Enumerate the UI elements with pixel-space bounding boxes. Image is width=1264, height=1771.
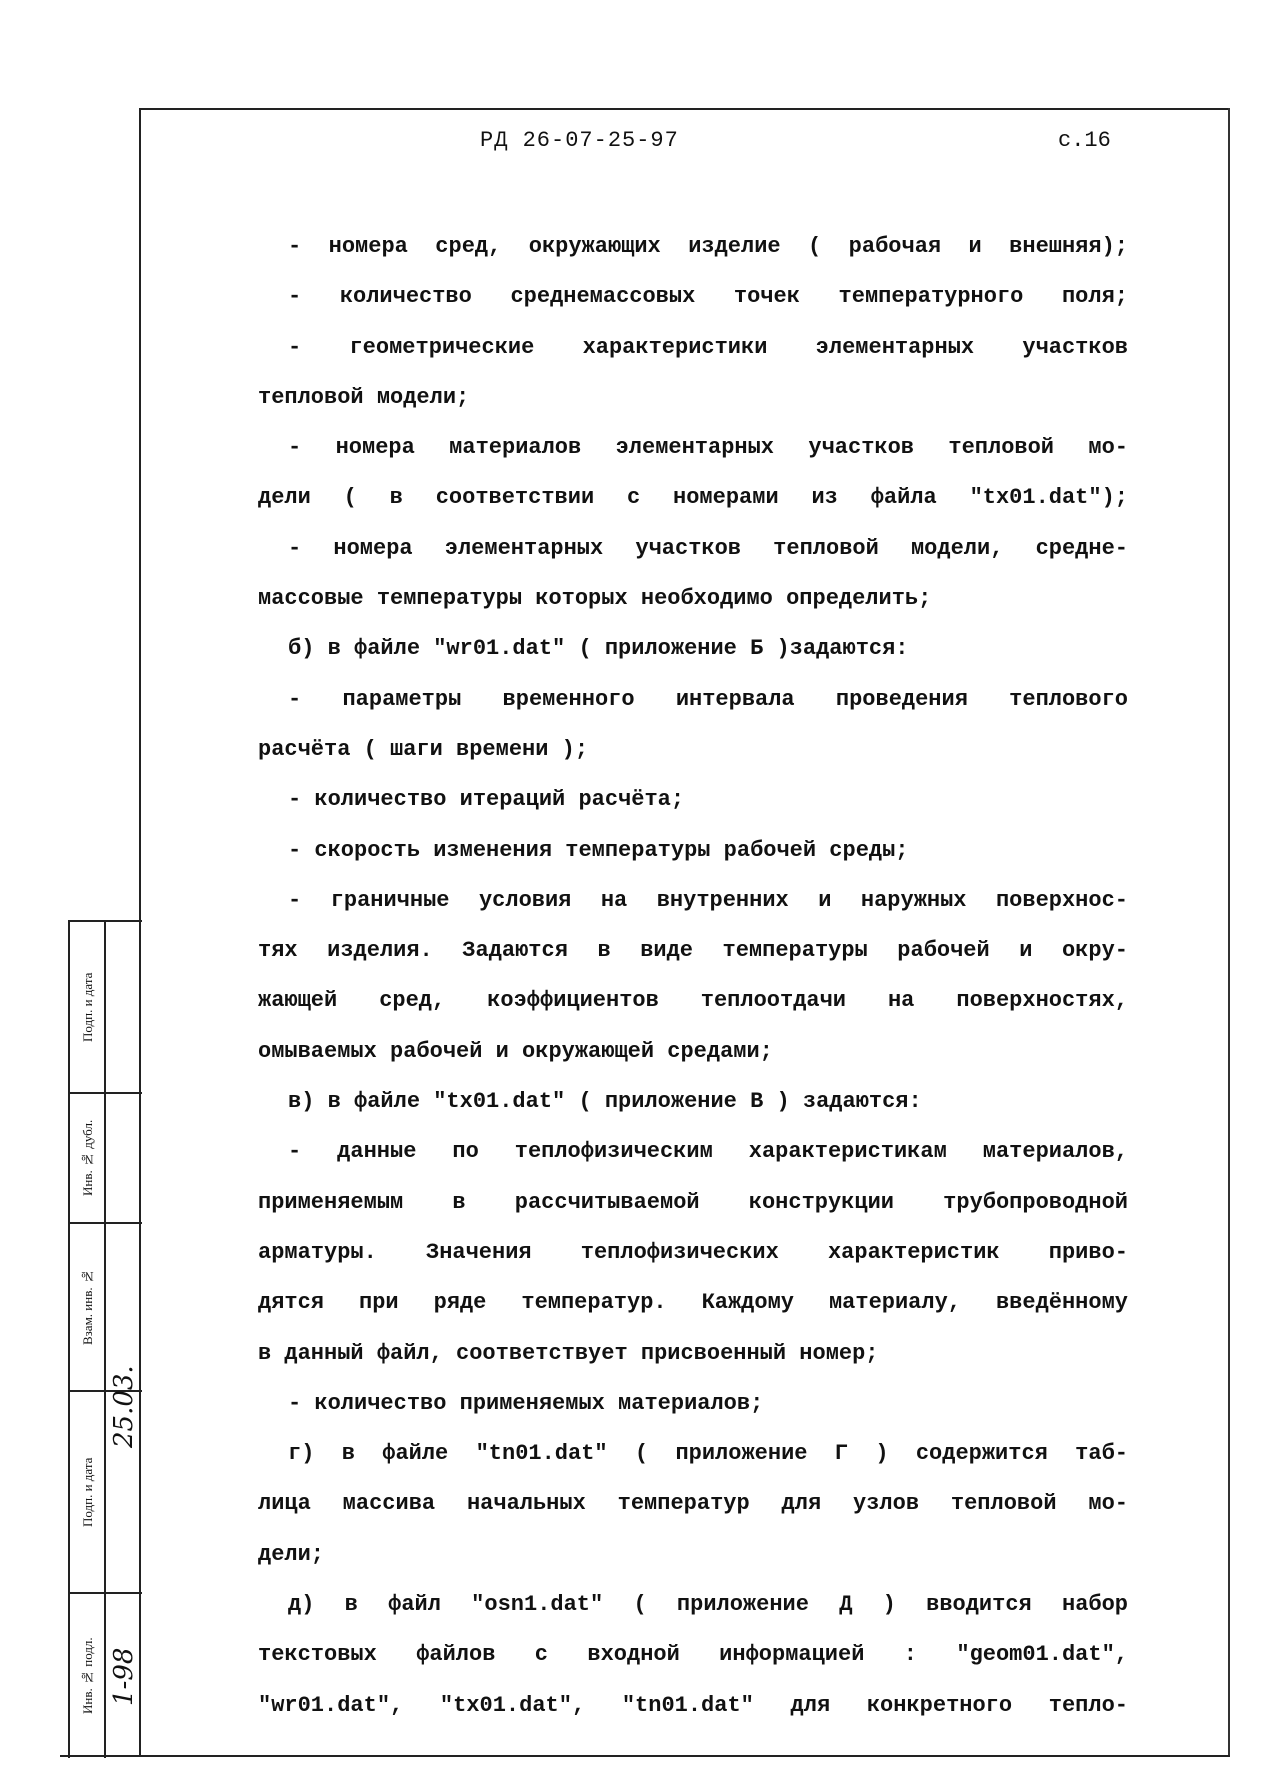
text-line: - номера сред, окружающих изделие ( рабочая и внешняя); <box>288 234 1128 259</box>
frame-bottom-border <box>60 1755 1230 1757</box>
text-line: тях изделия. Задаются в виде температуры рабочей и окру- <box>258 938 1128 964</box>
text-line: - количество применяемых материалов; <box>288 1390 764 1416</box>
document-body <box>258 222 1128 1731</box>
text-line: омываемых рабочей и окружающей средами; <box>258 1038 773 1064</box>
text-line: жающей сред, коэффициентов теплоотдачи на поверхностях, <box>258 988 1128 1014</box>
handwritten-date: 25.03. <box>109 1365 139 1449</box>
stamp-label-vzam-inv: Взам. инв. № <box>80 1269 95 1345</box>
text-line: - количество итераций расчёта; <box>288 787 685 813</box>
text-line: - номера материалов элементарных участков тепловой мо- <box>288 435 1128 461</box>
page-number: с.16 <box>1058 128 1111 153</box>
text-line: применяемым в рассчитываемой конструкции трубопроводной <box>258 1189 1128 1215</box>
stamp-row-divider <box>70 1592 142 1594</box>
text-line: г) в файле "tn01.dat" ( приложение Г ) содержится таб- <box>288 1441 1128 1467</box>
text-line: расчёта ( шаги времени ); <box>258 736 589 762</box>
text-line: - скорость изменения температуры рабочей среды; <box>288 837 909 863</box>
text-line: в) в файле "tx01.dat" ( приложение В ) задаются: <box>288 1089 922 1115</box>
stamp-row-divider <box>70 1092 142 1094</box>
text-line: - данные по теплофизическим характеристикам материалов, <box>288 1139 1128 1165</box>
stamp-label-sign-date: Подп. и дата <box>80 1457 95 1527</box>
stamp-label-inv-podl: Инв. № подл. <box>80 1637 95 1715</box>
text-line: арматуры. Значения теплофизических характеристик приво- <box>258 1239 1128 1265</box>
text-line: тепловой модели; <box>258 384 470 410</box>
text-line: - граничные условия на внутренних и наружных поверхнос- <box>288 887 1128 913</box>
text-line: текстовых файлов с входной информацией : "geom01.dat", <box>258 1642 1128 1668</box>
stamp-row-divider <box>70 1222 142 1224</box>
text-line: лица массива начальных температур для узлов тепловой мо- <box>258 1491 1128 1517</box>
frame-top-border <box>140 108 1230 110</box>
document-code: РД 26-07-25-97 <box>480 128 679 153</box>
approval-stamp-column <box>68 920 142 1758</box>
text-line: - геометрические характеристики элементарных участков <box>288 334 1128 360</box>
text-line: д) в файл "osn1.dat" ( приложение Д ) вводится набор <box>288 1592 1128 1618</box>
text-line: - номера элементарных участков тепловой модели, средне- <box>288 535 1128 561</box>
text-line: "wr01.dat", "tx01.dat", "tn01.dat" для конкретного тепло- <box>258 1692 1128 1718</box>
text-line: дели ( в соответствии с номерами из файла "tx01.dat"); <box>258 485 1128 511</box>
text-line: в данный файл, соответствует присвоенный номер; <box>258 1340 879 1366</box>
text-line: б) в файле "wr01.dat" ( приложение Б )задаются: <box>288 636 909 662</box>
text-line: массовые температуры которых необходимо определить; <box>258 586 932 612</box>
text-line: дятся при ряде температур. Каждому материалу, введённому <box>258 1290 1128 1316</box>
frame-right-border <box>1228 108 1230 1756</box>
handwritten-inventory-number: 1-98 <box>109 1647 139 1707</box>
stamp-label-sign-date-top: Подп. и дата <box>80 972 95 1042</box>
text-line: - количество среднемассовых точек температурного поля; <box>288 284 1128 310</box>
text-line: - параметры временного интервала проведения теплового <box>288 686 1128 712</box>
text-line: дели; <box>258 1541 325 1567</box>
stamp-label-inv-dubl: Инв. № дубл. <box>80 1119 95 1197</box>
